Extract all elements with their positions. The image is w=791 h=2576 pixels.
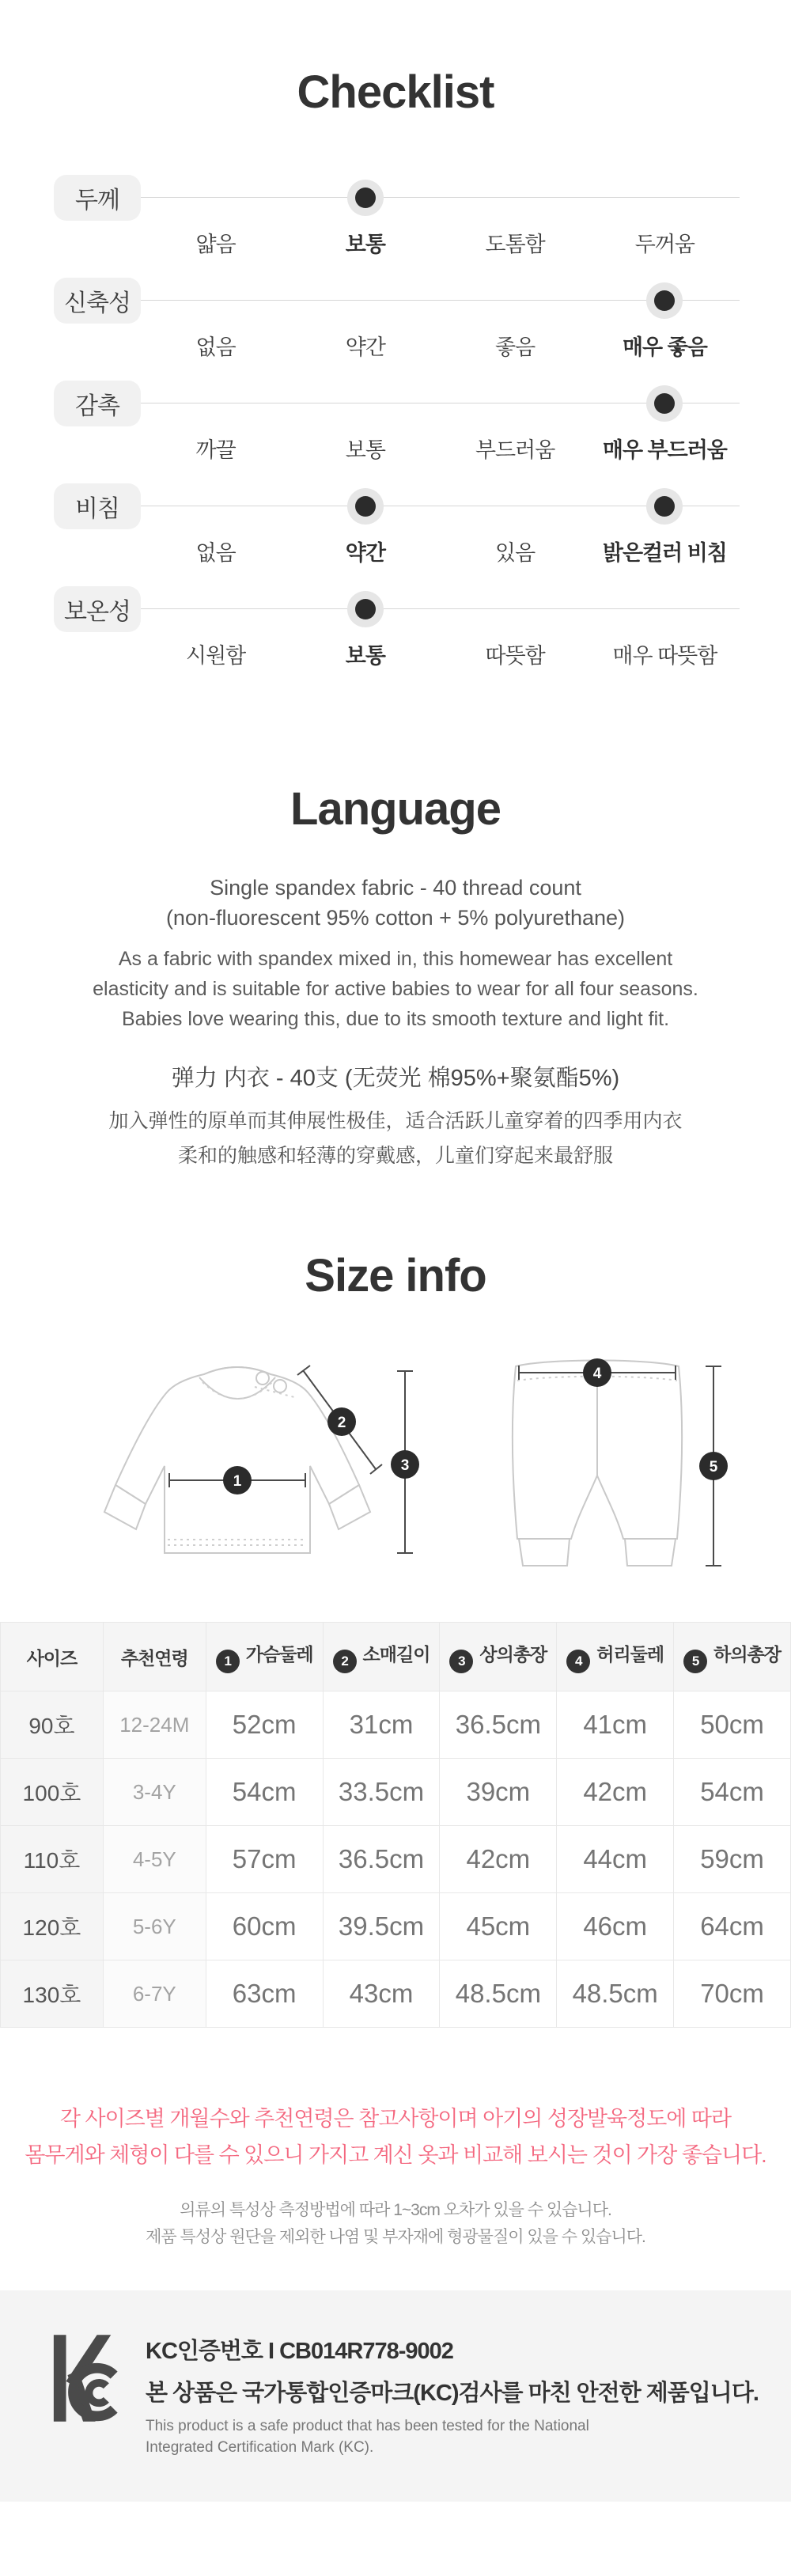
attribute-scale-track — [141, 483, 740, 572]
measure-badge: 1 — [216, 1650, 240, 1673]
scale-option: 매우 따뜻함 — [612, 644, 717, 668]
attribute-pill-label: 비침 — [54, 483, 141, 529]
measure-badge: 4 — [566, 1650, 590, 1673]
scale-option: 도톰함 — [485, 233, 545, 256]
size-table-header-cell: 2 소매길이 — [323, 1623, 440, 1691]
scale-option: 얇음 — [195, 233, 236, 256]
measurement-cell: 41cm — [557, 1691, 674, 1759]
scale-option: 부드러움 — [475, 438, 555, 462]
selected-level-dot-core — [355, 188, 376, 208]
measurement-cell: 39cm — [440, 1759, 557, 1826]
fabric-description-english: As a fabric with spandex mixed in, this homewear has excellent elasticity and is suitable for active babies to wear for all four seasons. Babies love wearing this, due to its smooth texture and light fit. — [93, 948, 698, 1030]
size-table-row — [1, 1759, 791, 1826]
size-cell: 130호 — [1, 1960, 104, 2028]
measurement-cell: 31cm — [323, 1691, 440, 1759]
fabric-spec-chinese: 弹力 内衣 - 40支 (无荧光 棉95%+聚氨酯5%) — [171, 1066, 620, 1091]
kc-certification-band — [0, 2290, 791, 2502]
measurement-cell: 39.5cm — [323, 1893, 440, 1960]
measurement-cell: 42cm — [557, 1759, 674, 1826]
scale-line — [141, 197, 740, 198]
scale-option: 좋음 — [495, 335, 536, 359]
selected-level-dot — [347, 488, 384, 525]
scale-option: 매우 좋음 — [622, 335, 707, 359]
attribute-scale-track — [141, 381, 740, 469]
scale-option: 보통 — [345, 233, 385, 256]
scale-option: 약간 — [345, 541, 385, 565]
scale-line — [141, 608, 740, 609]
measurement-cell: 70cm — [674, 1960, 791, 2028]
scale-option: 밝은컬러 비침 — [602, 541, 727, 565]
scale-option: 까끌 — [195, 438, 236, 462]
size-table-row — [1, 1826, 791, 1893]
measurement-cell: 59cm — [674, 1826, 791, 1893]
size-table-header-cell: 사이즈 — [1, 1623, 104, 1691]
checklist-row — [54, 175, 740, 263]
size-table-header-cell: 3 상의총장 — [440, 1623, 557, 1691]
measurement-cell: 44cm — [557, 1826, 674, 1893]
age-cell: 3-4Y — [103, 1759, 206, 1826]
size-table-header-cell: 1 가슴둘레 — [206, 1623, 323, 1691]
checklist-rows — [0, 175, 791, 675]
size-guide-notice: 각 사이즈별 개월수와 추천연령은 참고사항이며 아기의 성장발육정도에 따라 몸무게와 체형이 다를 수 있으니 가지고 계신 옷과 비교해 보시는 것이 가장 좋습니다. — [25, 2107, 766, 2167]
size-table-row — [1, 1960, 791, 2028]
scale-option: 없음 — [195, 335, 236, 359]
size-table — [0, 1622, 791, 2028]
measurement-cell: 42cm — [440, 1826, 557, 1893]
size-table-row — [1, 1691, 791, 1759]
pants-left-cuff — [519, 1539, 570, 1566]
kc-statement-english: This product is a safe product that has been tested for the National Integrated Certification Mark (KC). — [146, 2418, 589, 2456]
measurement-cell: 52cm — [206, 1691, 323, 1759]
checklist-section-title: Checklist — [297, 66, 494, 118]
scale-option-labels — [141, 227, 740, 258]
measure-badge: 5 — [683, 1650, 707, 1673]
attribute-scale-track — [141, 175, 740, 263]
fabric-description-chinese: 加入弹性的原单而其伸展性极佳，适合活跃儿童穿着的四季用内衣 柔和的触感和轻薄的穿戴感，儿童们穿起来最舒服 — [108, 1110, 683, 1167]
selected-level-dot — [646, 488, 683, 525]
size-cell: 100호 — [1, 1759, 104, 1826]
age-cell: 12-24M — [103, 1691, 206, 1759]
scale-option: 없음 — [195, 541, 236, 565]
scale-option-labels — [141, 536, 740, 566]
size-table-header-cell: 5 하의총장 — [674, 1623, 791, 1691]
selected-level-dot — [646, 385, 683, 422]
badge-5: 5 — [709, 1459, 718, 1476]
measurement-cell: 45cm — [440, 1893, 557, 1960]
checklist-row — [54, 381, 740, 469]
badge-2: 2 — [337, 1415, 346, 1431]
kc-statement-korean: 본 상품은 국가통합인증마크(KC)검사를 마친 안전한 제품입니다. — [146, 2381, 759, 2406]
measurement-cell: 36.5cm — [323, 1826, 440, 1893]
scale-option: 약간 — [345, 335, 385, 359]
age-cell: 5-6Y — [103, 1893, 206, 1960]
scale-option: 두꺼움 — [634, 233, 694, 256]
selected-level-dot-core — [654, 393, 675, 414]
measurement-cell: 57cm — [206, 1826, 323, 1893]
scale-option: 따뜻함 — [485, 644, 545, 668]
size-table-header-cell: 추천연령 — [103, 1623, 206, 1691]
checklist-row — [54, 278, 740, 366]
measurement-cell: 64cm — [674, 1893, 791, 1960]
age-cell: 6-7Y — [103, 1960, 206, 2028]
selected-level-dot — [347, 180, 384, 216]
scale-option-labels — [141, 433, 740, 464]
scale-option: 보통 — [345, 644, 385, 668]
scale-option: 보통 — [345, 438, 385, 462]
shirt-outline — [115, 1367, 359, 1553]
scale-option: 매우 부드러움 — [602, 438, 727, 462]
selected-level-dot — [646, 282, 683, 319]
size-table-header-cell: 4 허리둘레 — [557, 1623, 674, 1691]
scale-option: 있음 — [495, 541, 536, 565]
measurement-cell: 36.5cm — [440, 1691, 557, 1759]
size-info-section-title: Size info — [305, 1250, 486, 1301]
size-table-header — [1, 1623, 791, 1691]
selected-level-dot-core — [654, 496, 675, 517]
checklist-row — [54, 586, 740, 675]
kc-cert-number: KC인증번호 I CB014R778-9002 — [146, 2339, 453, 2364]
size-cell: 110호 — [1, 1826, 104, 1893]
size-diagrams — [0, 1349, 791, 1578]
size-cell: 90호 — [1, 1691, 104, 1759]
size-table-body — [1, 1691, 791, 2028]
attribute-scale-track — [141, 586, 740, 675]
fabric-spec-english: Single spandex fabric - 40 thread count (non-fluorescent 95% cotton + 5% polyurethane) — [165, 876, 626, 930]
scale-option: 시원함 — [186, 644, 246, 668]
size-table-row — [1, 1893, 791, 1960]
selected-level-dot-core — [355, 599, 376, 619]
measurement-cell: 46cm — [557, 1893, 674, 1960]
scale-option-labels — [141, 330, 740, 361]
pants-right-cuff — [625, 1539, 676, 1566]
measurement-cell: 50cm — [674, 1691, 791, 1759]
attribute-pill-label: 신축성 — [54, 278, 141, 324]
badge-4: 4 — [592, 1366, 602, 1382]
measurement-cell: 48.5cm — [557, 1960, 674, 2028]
measurement-cell: 33.5cm — [323, 1759, 440, 1826]
attribute-pill-label: 두께 — [54, 175, 141, 221]
measure-badge: 2 — [333, 1650, 357, 1673]
attribute-pill-label: 보온성 — [54, 586, 141, 632]
measurement-cell: 63cm — [206, 1960, 323, 2028]
size-cell: 120호 — [1, 1893, 104, 1960]
age-cell: 4-5Y — [103, 1826, 206, 1893]
kc-mark-icon — [49, 2330, 119, 2426]
measurement-cell: 43cm — [323, 1960, 440, 2028]
selected-level-dot-core — [654, 290, 675, 311]
attribute-pill-label: 감촉 — [54, 381, 141, 426]
kc-text-block — [146, 2330, 759, 2458]
measurement-tolerance-note: 의류의 특성상 측정방법에 따라 1~3cm 오차가 있을 수 있습니다. 제품 특성상 원단을 제외한 나염 및 부자재에 형광물질이 있을 수 있습니다. — [146, 2201, 645, 2246]
selected-level-dot — [347, 591, 384, 627]
pants-diagram — [467, 1349, 728, 1572]
scale-option-labels — [141, 638, 740, 669]
measure-badge: 3 — [449, 1650, 473, 1673]
measurement-cell: 48.5cm — [440, 1960, 557, 2028]
selected-level-dot-core — [355, 496, 376, 517]
badge-1: 1 — [233, 1473, 242, 1490]
measurement-cell: 54cm — [674, 1759, 791, 1826]
badge-3: 3 — [400, 1457, 410, 1474]
checklist-row — [54, 483, 740, 572]
language-section-title: Language — [290, 783, 501, 835]
measurement-cell: 60cm — [206, 1893, 323, 1960]
attribute-scale-track — [141, 278, 740, 366]
measurement-cell: 54cm — [206, 1759, 323, 1826]
shirt-diagram — [63, 1349, 419, 1564]
